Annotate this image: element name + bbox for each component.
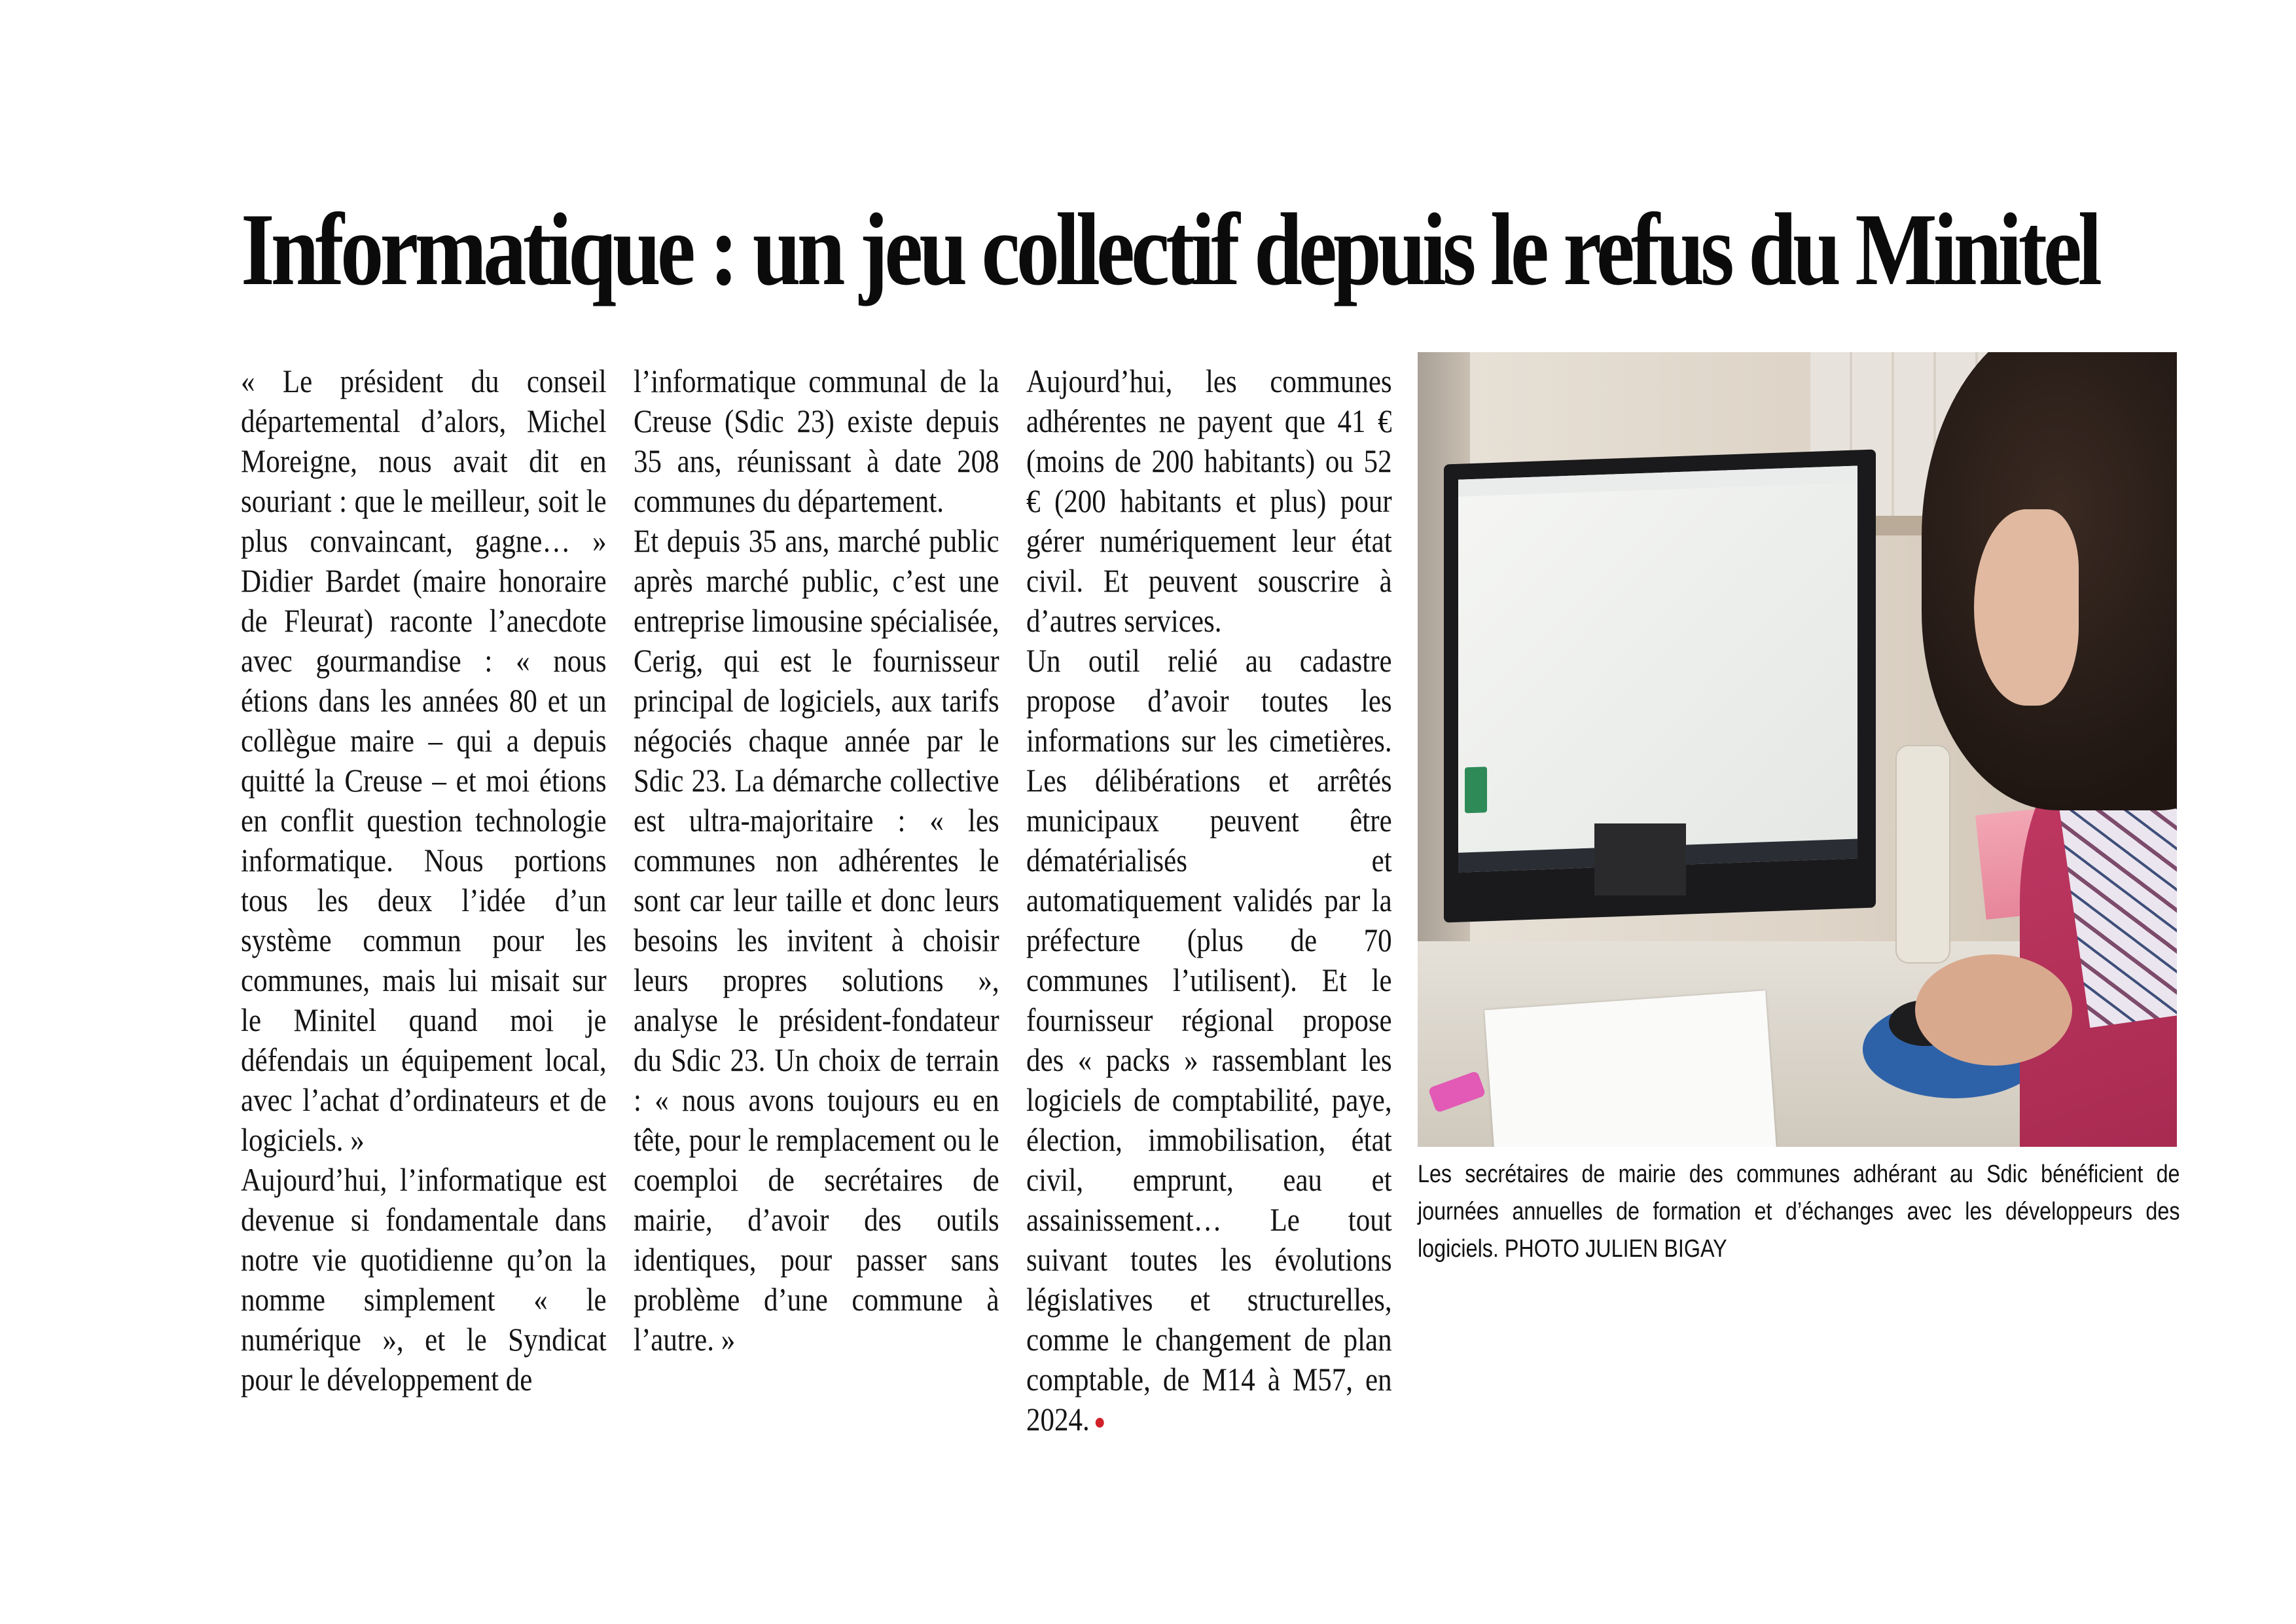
- photo-screen-titlebar: [1458, 465, 1857, 496]
- paragraph: Et depuis 35 ans, marché public après marché public, c’est une entreprise limousine spécialisée, Cerig, qui est le fournisseur principal de logiciels, aux tarifs négociés chaque année par le Sdic 23. La démarche collective est ultra-majoritaire : « les communes non adhérentes le sont car leur taille et donc leurs besoins les invitent à choisir leurs propres solutions », analyse le président-fondateur du Sdic 23. Un choix de terrain : « nous avons toujours eu en tête, pour le remplacement ou le coemploi de secrétaires de mairie, d’avoir des outils identiques, pour passer sans problème d’une commune à l’autre. »: [634, 522, 999, 1358]
- photo-person-hand: [1915, 954, 2072, 1066]
- headline: Informatique : un jeu collectif depuis le refus du Minitel: [241, 192, 2099, 307]
- photo-caption: [1418, 1156, 2180, 1268]
- end-of-article-dot-icon: [1095, 1418, 1103, 1428]
- photo-credit: PHOTO JULIEN BIGAY: [1504, 1235, 1727, 1263]
- photo-caption-text: Les secrétaires de mairie des communes adhérant au Sdic bénéficient de journées annuelles de formation et d’échanges avec les développeurs des logiciels.: [1418, 1161, 2180, 1263]
- paragraph: l’informatique communal de la Creuse (Sdic 23) existe depuis 35 ans, réunissant à date 208 communes du département.: [634, 363, 999, 519]
- secretary-at-computer-photo: [1418, 352, 2177, 1147]
- paragraph: Aujourd’hui, les communes adhérentes ne payent que 41 € (moins de 200 habitants) ou 52 € (200 habitants et plus) pour gérer numériquement leur état civil. Et peuvent souscrire à d’autres services.: [1026, 363, 1392, 639]
- photo-monitor-screen: [1458, 465, 1857, 872]
- photo-monitor-stand: [1594, 823, 1686, 895]
- article-column-2: [634, 361, 1000, 1360]
- photo-screen-logo: [1465, 767, 1487, 813]
- paragraph-text: Un outil relié au cadastre propose d’avoir toutes les informations sur les cimetières. Les délibérations et arrêtés municipaux peuvent être dématérialisés et automatiquement validés par la préfecture (plus de 70 communes l’utilisent). Et le fournisseur régional propose des « packs » rassemblant les logiciels de comptabilité, paye, élection, immobilisation, état civil, emprunt, eau et assainissement… Le tout suivant toutes les évolutions législatives et structurelles, comme le changement de plan comptable, de M14 à M57, en 2024.: [1026, 642, 1392, 1437]
- photo-person-face: [1974, 509, 2079, 706]
- article-column-1: [241, 361, 607, 1399]
- article-column-3: [1026, 361, 1393, 1439]
- paragraph: Aujourd’hui, l’informatique est devenue si fondamentale dans notre vie quotidienne qu’on la nomme simplement « le numérique », et le Syndicat pour le développement de: [241, 1161, 607, 1398]
- paragraph: [1026, 641, 1392, 1439]
- photo-paper-sheet: [1484, 990, 1776, 1147]
- paragraph: « Le président du conseil départemental d’alors, Michel Moreigne, nous avait dit en souriant : que le meilleur, soit le plus convaincant, gagne… » Didier Bardet (maire honoraire de Fleurat) raconte l’anecdote avec gourmandise : « nous étions dans les années 80 et un collègue maire – qui a depuis quitté la Creuse – et moi étions en conflit question technologie informatique. Nous portions tous les deux l’idée d’un système commun pour les communes, mais lui misait sur le Minitel quand moi je défendais un équipement local, avec l’achat d’ordinateurs et de logiciels. »: [241, 363, 607, 1158]
- photo-desk-phone: [1895, 745, 1950, 964]
